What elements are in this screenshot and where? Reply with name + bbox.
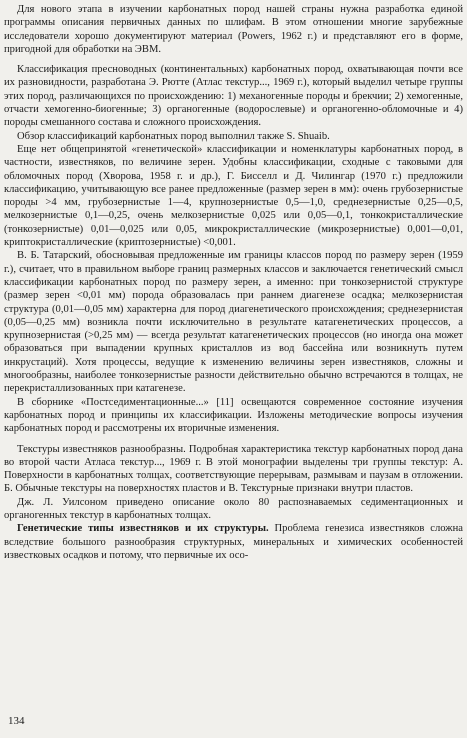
paragraph-7: Текстуры известняков разнообразны. Подробная характеристика текстур карбонатных пород дана во второй части Атласа текстур..., 1969 г. В этой монографии выделены три группы текстур: А. Поверхности в карбонатных толщах, соответствующие перерывам, размывам и паузам в отложении. Б. Обычные текстуры на поверхностях пластов и В. Текстурные признаки внутри пластов. <box>4 443 463 495</box>
paragraph-8: Дж. Л. Уилсоном приведено описание около 80 распознаваемых седиментационных и органогенных текстур в карбонатных толщах. <box>4 496 463 521</box>
paragraph-3: Обзор классификаций карбонатных пород выполнил также S. Shuaib. <box>17 130 330 142</box>
section-heading-genetic-types: Генетические типы известняков и их структуры. <box>17 523 269 535</box>
page-body <box>4 3 463 562</box>
paragraph-6: В сборнике «Постседиментационные...» [11] освещаются современное состояние изучения карбонатных пород и принципы их классификации. Изложены методические вопросы изучения карбонатных пород и рассмотрены их вторичные изменения. <box>4 396 463 435</box>
paragraph-9 <box>4 522 463 562</box>
page-number: 134 <box>8 715 25 727</box>
paragraph-2: Классификация пресноводных (континентальных) карбонатных пород, охватывающая почти все их разновидности, разработана Э. Рютте (Атлас текстур..., 1969 г.), который выделил четыре группы этих пород, различающихся по происхождению: 1) механогенные породы и брекчии; 2) хемогенные, отчасти хемогенно-биогенные; 3) органогенные (водорослевые) и органогенно-обломочные и 4) породы смешанного состава и сложного происхождения. <box>4 64 463 129</box>
paragraph-1: Для нового этапа в изучении карбонатных пород нашей страны нужна разработка единой программы описания первичных данных по шлифам. В этом отношении многие зарубежные исследователи хорошо документируют материал (Powers, 1962 г.) и представляют его в форме, пригодной для обработки на ЭВМ. <box>4 4 463 55</box>
paragraph-4: Еще нет общепринятой «генетической» классификации и номенклатуры карбонатных пород, в частности, известняков, по величине зерен. Удобны классификации, сходные с таковыми для обломочных пород (Хворова, 1958 г. и др.), Г. Бисселл и Д. Чилингар (1970 г.) предложили классификацию, учитывающую все ранее предложенные (размер зерен в мм): очень грубозернистые породы >4 мм, грубозернистые 1—4, крупнозернистые 0,5—1,0, среднезернистые 0,25—0,5, мелкозернистые 0,1—0,25, очень мелкозернистые 0,025 или 0,05—0,1, тонкокристаллические (тонкозернистые) 0,01—0,025 или 0,05, микрокристаллические (микрозернистые) 0,001—0,01, криптокристаллические (криптозернистые) <0,001. <box>4 143 463 249</box>
paragraph-9-text: Проблема генезиса известняков сложна вследствие большого разнообразия структурных, минеральных и химических особенностей известковых осадков и потому, что первичные их осо- <box>4 523 463 561</box>
paragraph-5: В. Б. Татарский, обосновывая предложенные им границы классов пород по размеру зерен (1959 г.), считает, что в правильном выборе границ размерных классов и заключается генетический смысл классификации карбонатных пород по размеру зерен, а именно: при тонкозернистой структуре (размер зерен <0,01 мм) порода образовалась при раннем диагенезе осадка; мелкозернистая структура (0,01—0,05 мм) характерна для пород диагенетического происхождения; среднезернистая (0,05—0,25 мм) возникла почти исключительно в результате катагенетических процессов, а крупнозернистая (>0,25 мм) — всегда результат катагенетических процессов (но иногда она может образоваться при выпадении крупных кристаллов из вод бассейна или возникнуть путем инкрустаций). Хотя процессы, ведущие к изменению величины зерен известняков, сложны и многообразны, наиболее тонкозернистые разности действительно обычно встречаются в толщах, не перекристаллизованных при катагенезе. <box>4 250 463 395</box>
